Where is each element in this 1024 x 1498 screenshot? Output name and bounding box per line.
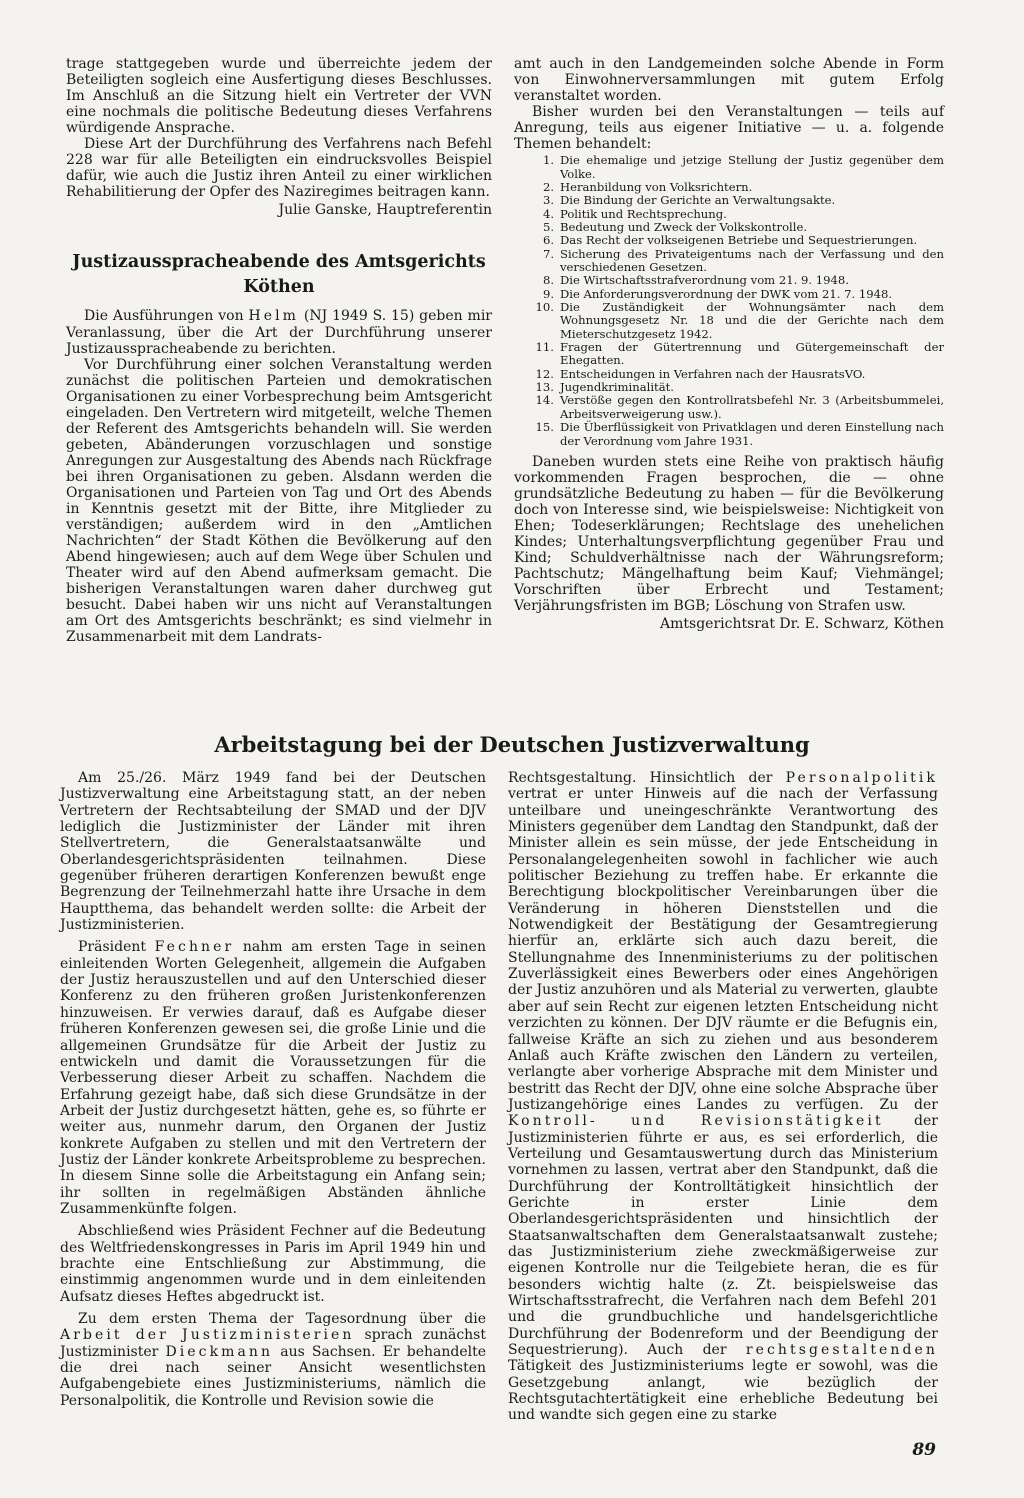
- theme-text: Die ehemalige und jetzige Stellung der Justiz gegenüber dem Volke.: [560, 153, 944, 181]
- text: nahm am ersten Tage in seinen einleitenden Worten Gelegenheit, allgemein die Aufgaben der Justiz herauszustellen und auf den Unterschied dieser Konferenz zu den früheren großen Juristenkonferenzen hinzuweisen. Er verwies darauf, daß es Aufgabe dieser früheren Konferenzen gewesen sei, die große Linie und die allgemeinen Grundsätze für die Arbeit der Justiz zu entwickeln und damit die Voraussetzungen für die Verbesserung dieser Arbeit zu schaffen. Nachdem die Erfahrung gezeigt habe, daß sich diese Grundsätze in der Arbeit der Justiz durchgesetzt hätten, gehe es, so führte er weiter aus, nunmehr darum, den Organen der Justiz konkrete Aufgaben zu stellen und mit den Vertretern der Justiz der Länder konkrete Arbeitsprobleme zu besprechen. In diesem Sinne solle die Arbeitstagung ein Anfang sein; ihr sollten in regelmäßigen Abständen ähnliche Zusammenkünfte folgen.: [60, 939, 486, 1217]
- theme-number: 9.: [542, 286, 554, 301]
- paragraph: [60, 1311, 486, 1409]
- theme-number: 1.: [542, 153, 554, 168]
- text: Die Ausführungen von: [84, 308, 249, 325]
- theme-text: Verstöße gegen den Kontrollratsbefehl Nr. 3 (Arbeitsbummelei, Arbeitsverweigerung usw.).: [560, 393, 944, 421]
- theme-text: Fragen der Gütertrennung und Gütergemeinschaft der Ehegatten.: [560, 340, 944, 368]
- theme-number: 3.: [542, 193, 554, 208]
- theme-text: Die Bindung der Gerichte an Verwaltungsakte.: [560, 193, 836, 208]
- theme-text: Die Überflüssigkeit von Privatklagen und deren Einstellung nach der Verordnung vom Jahre 1931.: [560, 420, 944, 448]
- topic-term: Kontroll- und Revisionstätigkeit: [508, 1113, 884, 1130]
- theme-item: [514, 381, 944, 394]
- theme-item: [514, 341, 944, 368]
- bottom-left-column: [60, 770, 486, 1409]
- theme-item: [514, 274, 944, 287]
- text: vertrat er unter Hinweis auf die nach der Verfassung unteilbare und uneingeschränkte Verantwortung des Ministers gegenüber dem Landtag den Standpunkt, daß der Minister allein es sein müsse, der jede Entscheidung in Personalangelegenheiten sowohl in fachlicher wie auch politischer Beziehung zu treffen habe. Er erkannte die Berechtigung blockpolitischer Vereinbarungen über die Veränderung in höheren Dienststellen und die Notwendigkeit der Bestätigung der Gesamtregierung hierfür an, erklärte sich auch dazu bereit, die Stellungnahme des Innenministeriums zu der politischen Zuverlässigkeit eines Bewerbers oder eines Angehörigen der Justiz anzuhören und als Material zu verwerten, glaubte aber auf sein Recht zur eigenen letzten Entscheidung nicht verzichten zu können. Der DJV räumte er die Befugnis ein, fallweise Kräfte an sich zu ziehen und aus besonderem Anlaß auch Kräfte zwischen den Ländern zu verteilen, verlangte aber vorherige Absprache mit dem Minister und bestritt das Recht der DJV, ohne eine solche Absprache über Justizangehörige eines Landes zu verfügen. Zu der: [508, 786, 938, 1113]
- theme-item: [514, 181, 944, 194]
- theme-text: Jugendkriminalität.: [560, 380, 674, 395]
- signature: Julie Ganske, Hauptreferentin: [278, 202, 492, 219]
- theme-text: Politik und Rechtsprechung.: [560, 206, 727, 221]
- theme-number: 12.: [535, 366, 554, 381]
- topic-term: rechtsgestaltenden: [745, 1342, 938, 1359]
- paragraph: Bisher wurden bei den Veranstaltungen — teils auf Anregung, teils aus eigener Initiative — u. a. folgende Themen behandelt:: [514, 104, 944, 153]
- theme-number: 8.: [542, 273, 554, 288]
- theme-number: 15.: [535, 420, 554, 435]
- theme-item: [514, 194, 944, 207]
- text: Rechtsgestaltung. Hinsichtlich der: [508, 770, 786, 786]
- person-name: Fechner: [154, 939, 235, 956]
- theme-number: 10.: [535, 300, 554, 315]
- person-name: Dieckmann: [165, 1343, 274, 1360]
- theme-item: [514, 234, 944, 247]
- theme-item: [514, 368, 944, 381]
- theme-item: [514, 288, 944, 301]
- paragraph: Diese Art der Durchführung des Verfahrens nach Befehl 228 war für alle Beteiligten ein eindrucksvolles Beispiel dafür, wie auch die Justiz ihren Anteil zu einer wirklichen Rehabilitierung der Opfer des Naziregimes beitragen kann.: [66, 136, 492, 201]
- paragraph: amt auch in den Landgemeinden solche Abende in Form von Einwohnerversammlungen mit gutem Erfolg veranstaltet worden.: [514, 56, 944, 105]
- text: sprach zunächst Justizminister: [60, 1327, 486, 1360]
- topic-term: Personalpolitik: [785, 770, 938, 786]
- text: Tätigkeit des Justizministeriums legte er sowohl, was die Gesetzgebung anlangt, wie bezüglich der Rechtsgutachtertätigkeit eine erhebliche Bedeutung bei und wandte sich gegen eine zu starke: [508, 1358, 938, 1424]
- article-heading: Arbeitstagung bei der Deutschen Justizverwaltung: [214, 732, 810, 757]
- theme-item: [514, 154, 944, 181]
- theme-item: [514, 208, 944, 221]
- theme-text: Das Recht der volkseigenen Betriebe und Sequestrierungen.: [560, 233, 918, 248]
- theme-number: 5.: [542, 220, 554, 234]
- section-heading: Justizausspracheabende des Amtsgerichts Köthen: [72, 252, 486, 298]
- paragraph: [508, 770, 938, 1424]
- signature: Amtsgerichtsrat Dr. E. Schwarz, Köthen: [660, 616, 944, 633]
- theme-number: 14.: [535, 393, 554, 408]
- themes-list: [514, 154, 944, 448]
- text: Zu dem ersten Thema der Tagesordnung über die: [78, 1311, 486, 1327]
- theme-item: [514, 301, 944, 341]
- paragraph: Am 25./26. März 1949 fand bei der Deutschen Justizverwaltung eine Arbeitstagung statt, an der neben Vertretern der Rechtsabteilung der SMAD und der DJV lediglich die Justizminister der Länder mit ihren Stellvertretern, die Generalstaatsanwälte und Oberlandesgerichtspräsidenten teilnahmen. Diese gegenüber früheren derartigen Konferenzen bewußt enge Begrenzung der Teilnehmerzahl hatte ihre Ursache in dem Hauptthema, das behandelt werden sollte: die Arbeit der Justizministerien.: [60, 770, 486, 934]
- paragraph: trage stattgegeben wurde und überreichte jedem der Beteiligten sogleich eine Ausfertigung dieses Beschlusses. Im Anschluß an die Sitzung hielt ein Vertreter der VVN eine nochmals die politische Bedeutung dieses Verfahrens würdigende Ansprache.: [66, 56, 492, 137]
- text: Präsident: [78, 939, 155, 956]
- theme-text: Die Zuständigkeit der Wohnungsämter nach dem Wohnungsgesetz Nr. 18 und die der Gerichte nach dem Mieterschutzgesetz 1942.: [560, 300, 944, 341]
- theme-item: [514, 421, 944, 448]
- theme-text: Bedeutung und Zweck der Volkskontrolle.: [560, 220, 808, 234]
- theme-text: Die Wirtschaftsstrafverordnung vom 21. 9. 1948.: [560, 273, 849, 288]
- theme-text: Entscheidungen in Verfahren nach der HausratsVO.: [560, 366, 866, 381]
- paragraph: Daneben wurden stets eine Reihe von praktisch häufig vorkommenden Fragen besprochen, die — ohne grundsätzliche Bedeutung zu haben — für die Bevölkerung doch von Interesse sind, wie beispielsweise: Nichtigkeit von Ehen; Todeserklärungen; Rechtslage des unehelichen Kindes; Unterhaltungsverpflichtung gegenüber Frau und Kind; Schuldverhältnisse nach der Währungsreform; Pachtschutz; Mängelhaftung beim Kauf; Viehmängel; Vorschriften über Erbrecht und Testament; Verjährungsfristen im BGB; Löschung von Strafen usw.: [514, 453, 944, 615]
- theme-number: 13.: [535, 380, 554, 395]
- theme-text: Heranbildung von Volksrichtern.: [560, 179, 753, 194]
- paragraph: [60, 939, 486, 1217]
- page-number: 89: [912, 1440, 936, 1460]
- theme-item: [514, 394, 944, 421]
- top-right-column: [514, 56, 944, 632]
- top-left-column: [66, 56, 492, 645]
- theme-number: 4.: [542, 206, 554, 221]
- theme-item: [514, 248, 944, 275]
- person-name: Helm: [248, 308, 300, 325]
- paragraph: [66, 308, 492, 356]
- theme-text: Sicherung des Privateigentums nach der Verfassung und den verschiedenen Gesetzen.: [560, 246, 944, 275]
- theme-item: [514, 221, 944, 234]
- text: (NJ 1949 S. 15) geben mir Veranlassung, über die Art der Durchführung unserer Justizausspracheabende zu berichten.: [66, 308, 492, 357]
- topic-term: Arbeit der Justizministerien: [60, 1327, 355, 1344]
- paragraph: Vor Durchführung einer solchen Veranstaltung werden zunächst die politischen Parteien und demokratischen Organisationen zu einer Vorbesprechung beim Amtsgericht eingeladen. Den Vertretern wird mitgeteilt, welche Themen der Referent des Amtsgerichts behandeln will. Sie werden gebeten, Abänderungen vorzuschlagen und sonstige Anregungen zur Ausgestaltung des Abends nach Rückfrage bei ihren Organisationen zu geben. Alsdann werden die Organisationen und Parteien von Tag und Ort des Abends in Kenntnis gesetzt mit der Bitte, ihre Mitglieder zu verständigen; außerdem wird in den „Amtlichen Nachrichten“ der Stadt Köthen die Bevölkerung auf den Abend hingewiesen; auch auf dem Wege über Schulen und Theater wird auf den Abend aufmerksam gemacht. Die bisherigen Veranstaltungen waren daher durchweg gut besucht. Dabei haben wir uns nicht auf Veranstaltungen am Ort des Amtsgerichts beschränkt; es sind vielmehr in Zusammenarbeit mit dem Landrats-: [66, 356, 492, 646]
- text: der Justizministerien führte er aus, es sei erforderlich, die Verteilung und Gesamtauswertung durch das Ministerium vornehmen zu lassen, vertrat aber den Standpunkt, daß die Durchführung der Kontrolltätigkeit hinsichtlich der Gerichte in erster Linie dem Oberlandesgerichtspräsidenten und hinsichtlich der Staatsanwaltschaften dem Generalstaatsanwalt zustehe; das Justizministerium ziehe zweckmäßigerweise zur eigenen Kontrolle nur die Teilgebiete heran, die es für besonders wichtig halte (z. Zt. beispielsweise das Wirtschaftsstrafrecht, die Verfahren nach dem Befehl 201 und die grundbuchliche und handelsgerichtliche Durchführung der Bodenreform und der Beendigung der Sequestrierung). Auch der: [508, 1113, 938, 1359]
- bottom-right-column: [508, 770, 938, 1424]
- theme-number: 6.: [542, 233, 554, 248]
- text: aus Sachsen. Er behandelte die drei nach seiner Ansicht wesentlichsten Aufgabengebiete eines Justizministeriums, nämlich die Personalpolitik, die Kontrolle und Revision sowie die: [60, 1343, 486, 1409]
- theme-text: Die Anforderungsverordnung der DWK vom 21. 7. 1948.: [560, 286, 893, 301]
- paragraph: Abschließend wies Präsident Fechner auf die Bedeutung des Weltfriedenskongresses in Paris im April 1949 hin und brachte eine Entschließung zur Abstimmung, die einstimmig angenommen wurde und in dem einleitenden Aufsatz dieses Heftes abgedruckt ist.: [60, 1223, 486, 1305]
- theme-number: 11.: [535, 340, 554, 355]
- theme-number: 7.: [542, 246, 554, 261]
- theme-number: 2.: [542, 179, 554, 194]
